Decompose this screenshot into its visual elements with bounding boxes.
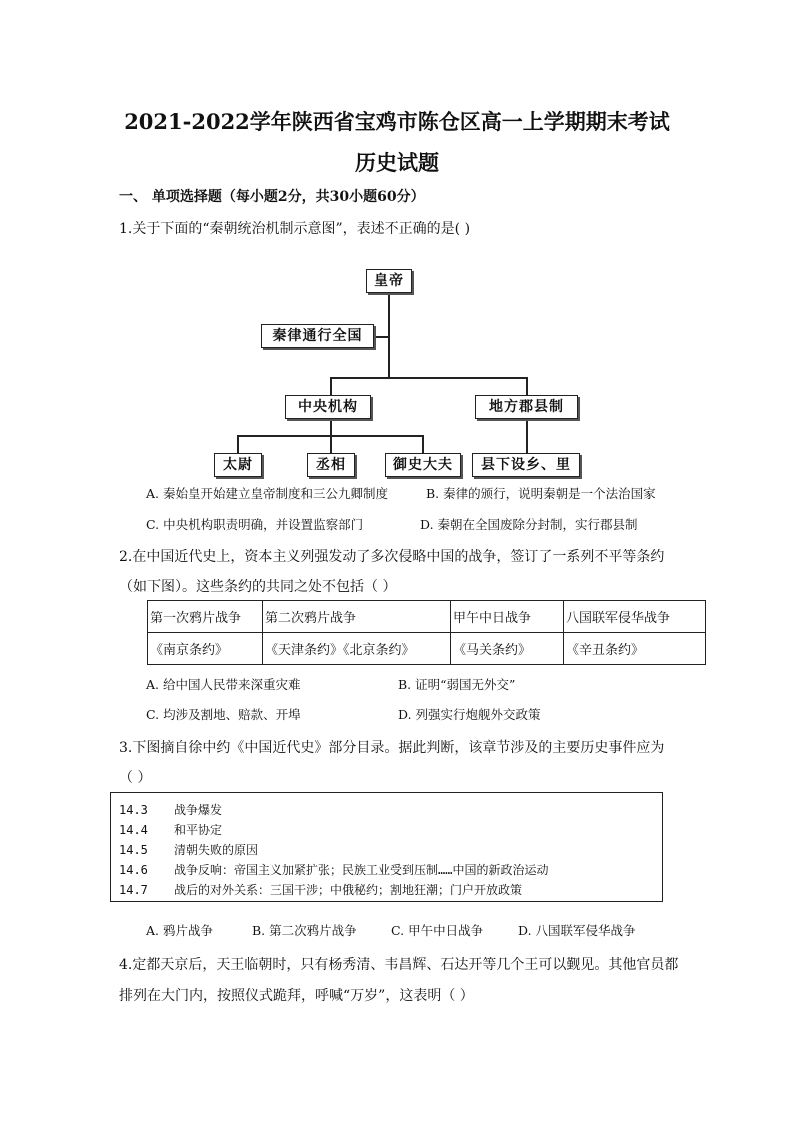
q3-option-c[interactable]: C. 甲午中日战争: [391, 923, 484, 938]
local-county-box: 地方郡县制: [475, 395, 578, 419]
taiwei-box: 太尉: [214, 453, 262, 477]
q1-option-a[interactable]: A. 秦始皇开始建立皇帝制度和三公九卿制度: [146, 486, 388, 501]
question-2-stem-line2: （如下图）。这些条约的共同之处不包括（ ）: [119, 579, 397, 595]
table-header-cell: 第二次鸦片战争: [263, 601, 451, 633]
question-3-stem-line1: 3.下图摘自徐中约《中国近代史》部分目录。据此判断，该章节涉及的主要历史事件应为: [119, 740, 665, 756]
table-row: [148, 633, 706, 665]
table-row: [148, 601, 706, 633]
yushi-box: 御史大夫: [385, 453, 461, 477]
qin-law-box: 秦律通行全国: [261, 324, 374, 348]
table-header-cell: 八国联军侵华战争: [564, 601, 706, 633]
exam-title: 2021-2022学年陕西省宝鸡市陈仓区高一上学期期末考试: [124, 109, 670, 134]
treaty-table: [147, 600, 706, 665]
question-3-stem-line2: （ ）: [119, 770, 152, 786]
table-header-cell: 第一次鸦片战争: [148, 601, 263, 633]
q1-option-d[interactable]: D. 秦朝在全国废除分封制，实行郡县制: [420, 517, 638, 532]
table-cell: 《南京条约》: [148, 633, 263, 665]
list-item: 14.4 和平协定: [119, 823, 223, 837]
exam-subject: 历史试题: [355, 150, 439, 175]
q2-option-b[interactable]: B. 证明“弱国无外交”: [398, 677, 516, 692]
central-agency-box: 中央机构: [285, 395, 371, 419]
q2-option-a[interactable]: A. 给中国人民带来深重灾难: [146, 677, 301, 692]
book-toc-excerpt: [110, 792, 663, 902]
list-item: 14.5 清朝失败的原因: [119, 843, 259, 857]
emperor-box: 皇帝: [366, 269, 412, 293]
q3-option-a[interactable]: A. 鸦片战争: [146, 923, 213, 938]
table-cell: 《辛丑条约》: [564, 633, 706, 665]
question-1-stem: 1.关于下面的“秦朝统治机制示意图”，表述不正确的是( ): [119, 221, 471, 237]
q1-option-c[interactable]: C. 中央机构职责明确，并设置监察部门: [146, 517, 364, 532]
q1-option-b[interactable]: B. 秦律的颁行，说明秦朝是一个法治国家: [426, 486, 656, 501]
table-cell: 《天津条约》《北京条约》: [263, 633, 451, 665]
list-item: 14.7 战后的对外关系：三国干涉；中俄秘约；割地狂潮；门户开放政策: [119, 883, 523, 897]
q3-option-b[interactable]: B. 第二次鸦片战争: [252, 923, 357, 938]
list-item: 14.3 战争爆发: [119, 803, 223, 817]
xiang-li-box: 县下设乡、里: [472, 453, 580, 477]
question-4-stem-line2: 排列在大门内，按照仪式跪拜，呼喊“万岁”，这表明（ ）: [119, 988, 474, 1004]
q2-option-c[interactable]: C. 均涉及割地、赔款、开埠: [146, 707, 301, 722]
q3-option-d[interactable]: D. 八国联军侵华战争: [518, 923, 636, 938]
chengxiang-box: 丞相: [307, 453, 355, 477]
q2-option-d[interactable]: D. 列强实行炮舰外交政策: [398, 707, 541, 722]
question-4-stem-line1: 4.定都天京后，天王临朝时，只有杨秀清、韦昌辉、石达开等几个王可以觐见。其他官员都: [119, 957, 679, 973]
question-2-stem-line1: 2.在中国近代史上，资本主义列强发动了多次侵略中国的战争，签订了一系列不平等条约: [119, 549, 665, 565]
list-item: 14.6 战争反响：帝国主义加紧扩张；民族工业受到压制……中国的新政治运动: [119, 863, 549, 877]
section-heading: 一、 单项选择题（每小题2分，共30小题60分）: [119, 189, 425, 205]
table-cell: 《马关条约》: [451, 633, 564, 665]
table-header-cell: 甲午中日战争: [451, 601, 564, 633]
